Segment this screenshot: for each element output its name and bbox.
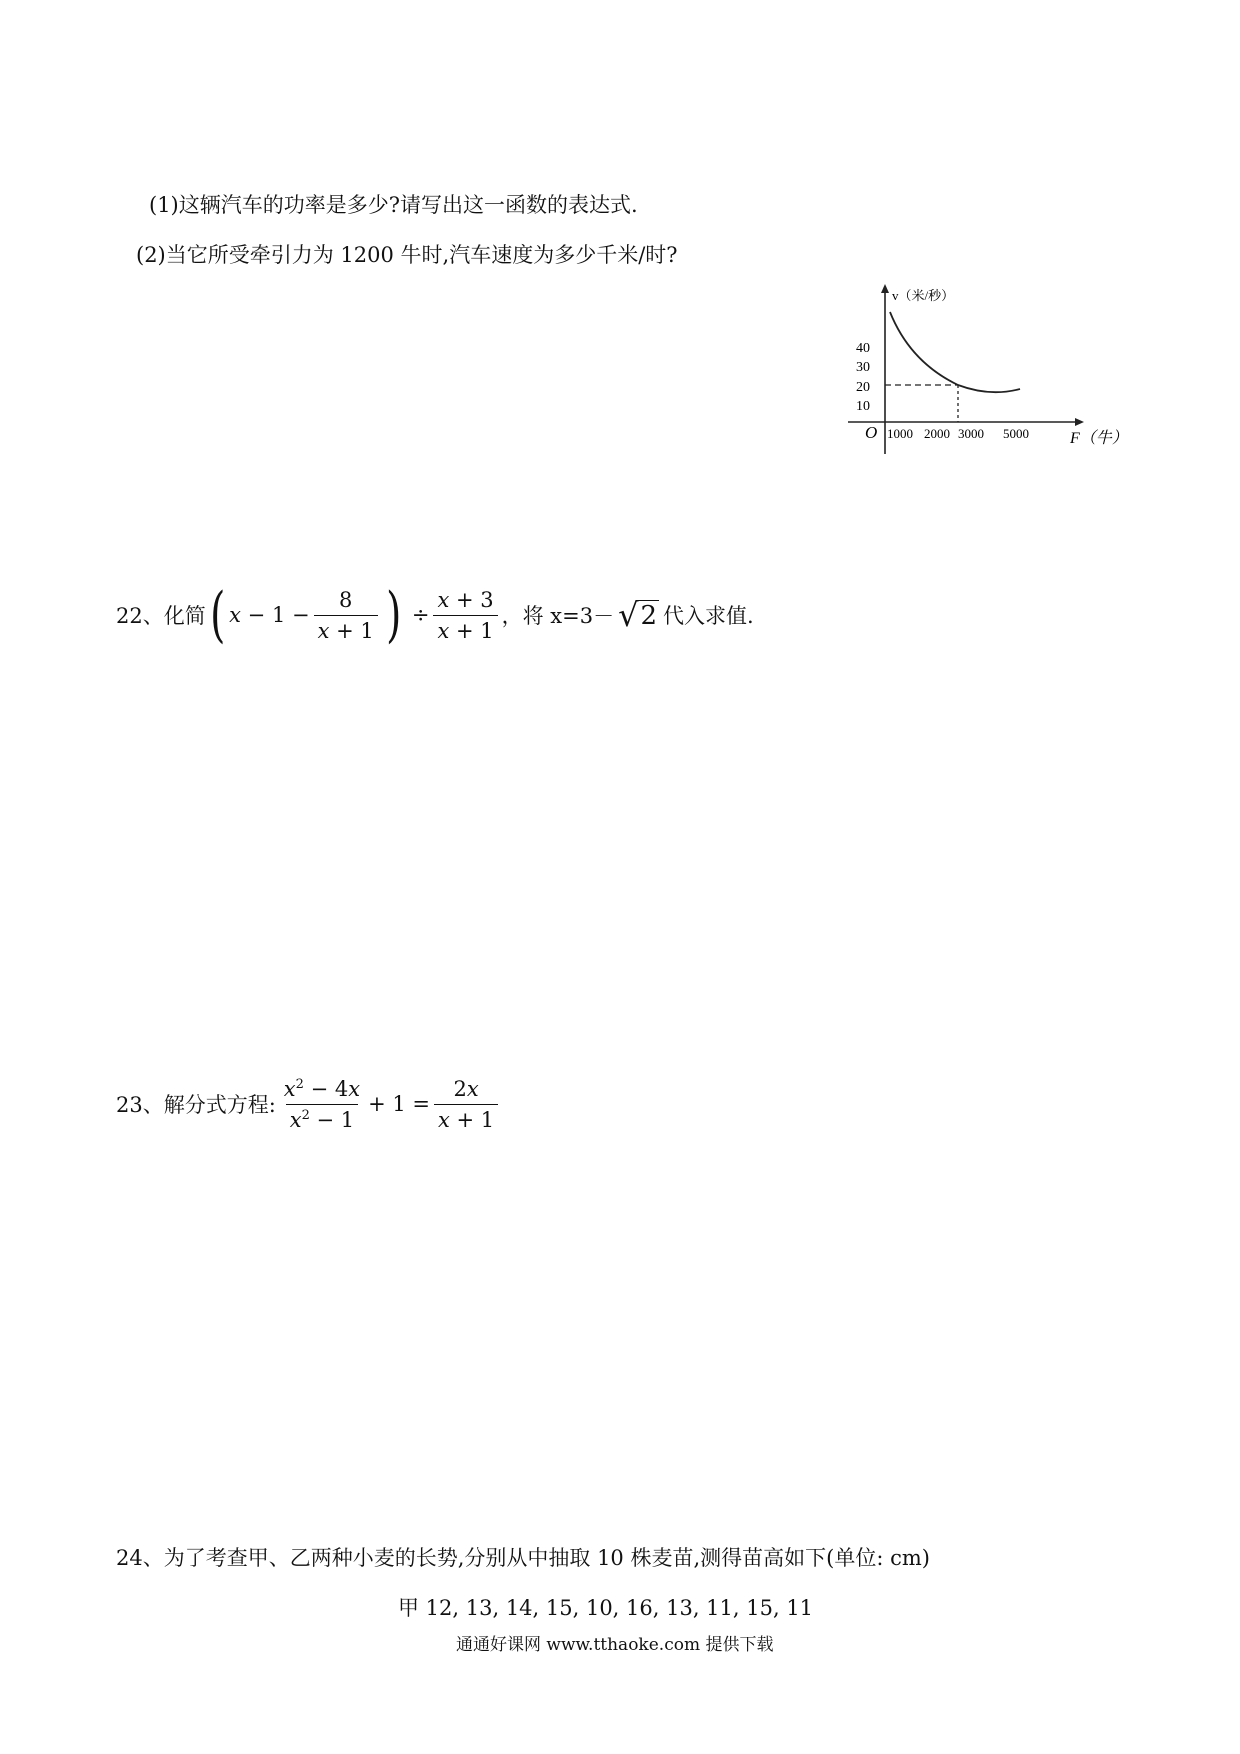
- x-tick-label: 5000: [1003, 426, 1029, 441]
- question-21-part-2: (2)当它所受牵引力为 1200 牛时,汽车速度为多少千米/时?: [136, 243, 678, 267]
- right-paren: ): [385, 580, 402, 650]
- question-22: 22、化简 ( x − 1 − $\frac{8}{x + 1}$ ) ÷ $\frac{x + 3}{x + 1}$ ，将 x=3－ √ 2 代入求值.: [116, 580, 754, 650]
- x-tick-label: 3000: [958, 426, 984, 441]
- question-22-tail: ，将 x=3－: [501, 604, 615, 628]
- y-tick-label: 20: [856, 380, 870, 395]
- left-paren: (: [209, 580, 226, 650]
- x-axis-label: F（牛）: [1070, 430, 1128, 447]
- question-21-part-1: (1)这辆汽车的功率是多少?请写出这一函数的表达式.: [149, 193, 638, 217]
- y-tick-label: 10: [856, 399, 870, 414]
- fraction-rhs: $\frac{2x}{x + 1}$: [434, 1077, 498, 1132]
- y-axis-arrow: [881, 284, 889, 293]
- y-tick-label: 40: [856, 341, 870, 356]
- fraction-8-over-x-plus-1: $\frac{8}{x + 1}$: [314, 588, 378, 643]
- question-22-end: 代入求值.: [663, 604, 754, 628]
- question-22-label: 22、化简: [116, 604, 206, 628]
- curve: [890, 312, 1020, 392]
- question-23: 23、解分式方程: $\frac{x^2 - 4x}{x^2 - 1}$ + 1 = $\frac{2x}{x + 1}$: [116, 1068, 502, 1140]
- sqrt-2: √ 2: [618, 596, 658, 634]
- x-tick-label: 2000: [924, 426, 950, 441]
- velocity-force-graph: [840, 282, 1128, 457]
- x-axis-arrow: [1075, 418, 1084, 426]
- footer: 通通好课网 www.tthaoke.com 提供下载: [456, 1635, 774, 1655]
- fraction-lhs: $\frac{x^2 - 4x}{x^2 - 1}$: [283, 1076, 361, 1132]
- y-tick-label: 30: [856, 360, 870, 375]
- y-axis-label: v（米/秒）: [892, 288, 955, 303]
- question-23-label: 23、解分式方程:: [116, 1093, 276, 1117]
- question-24: 24、为了考查甲、乙两种小麦的长势,分别从中抽取 10 株麦苗,测得苗高如下(单位: cm): [116, 1546, 930, 1570]
- origin-label: O: [865, 423, 878, 442]
- wheat-a-data: 甲 12, 13, 14, 15, 10, 16, 13, 11, 15, 11: [398, 1596, 814, 1620]
- fraction-x-plus-3-over-x-plus-1: $\frac{x + 3}{x + 1}$: [433, 588, 497, 643]
- x-tick-label: 1000: [887, 426, 913, 441]
